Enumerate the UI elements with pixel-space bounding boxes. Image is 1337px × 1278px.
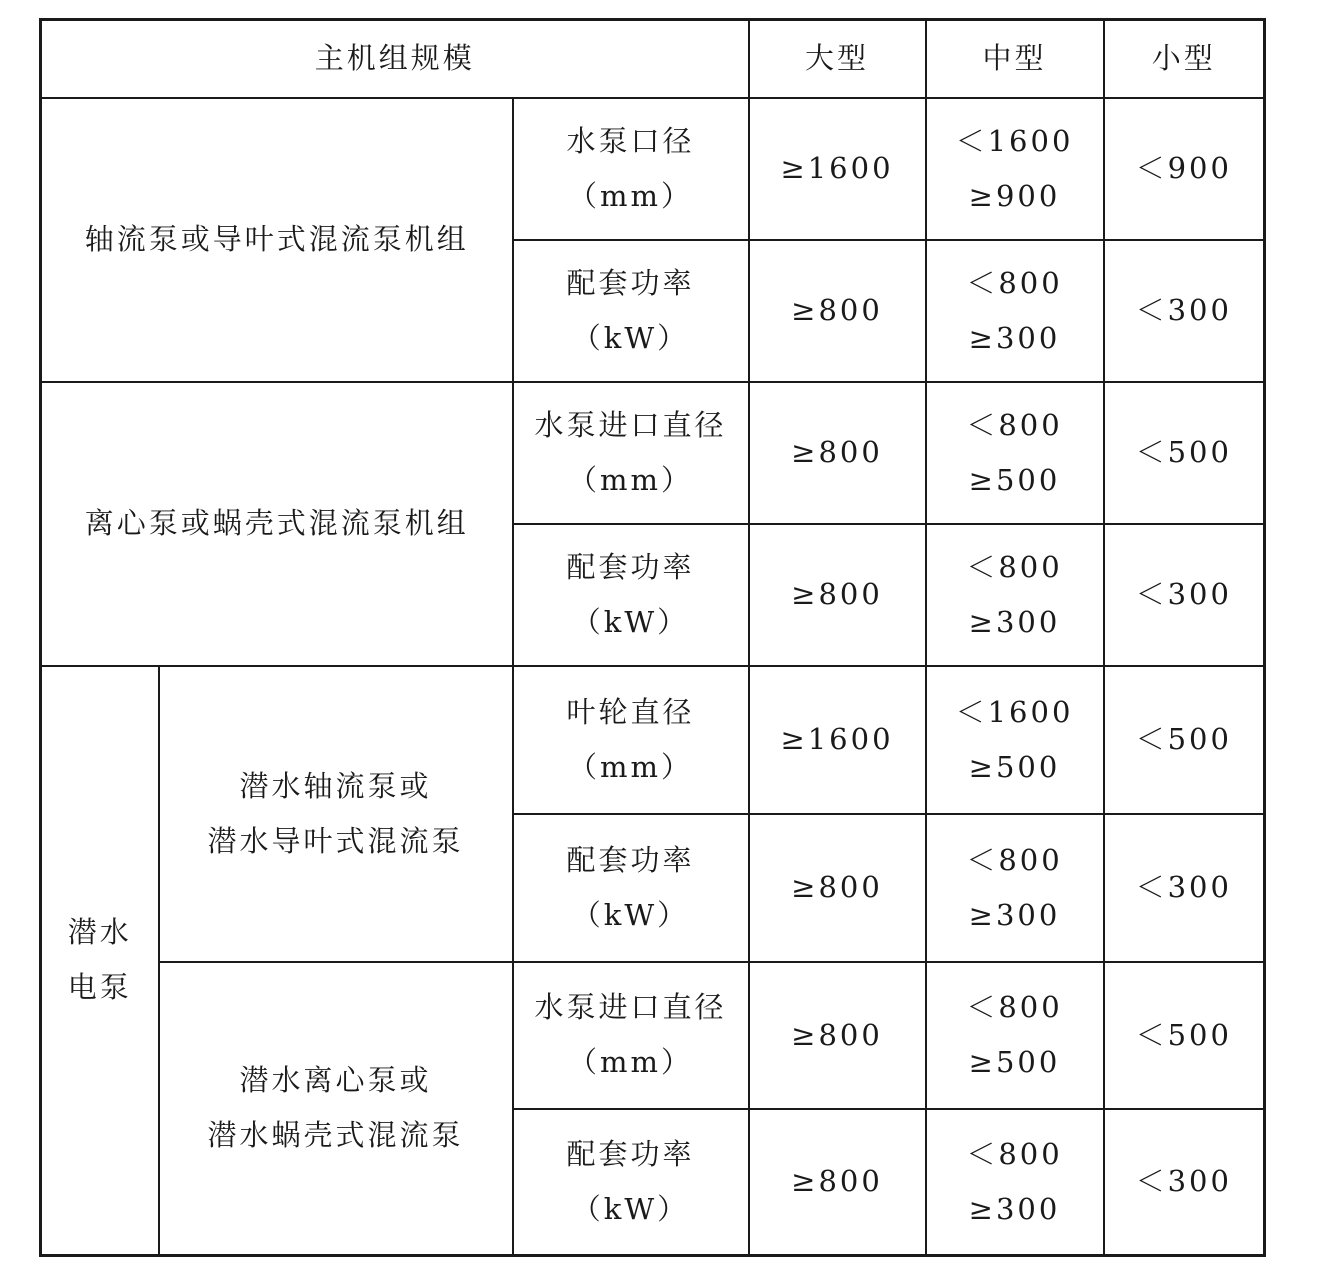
table-row: [41, 382, 1265, 524]
header-large-label: 大型: [804, 41, 869, 76]
medium-lower-bound: ≥300: [968, 320, 1061, 355]
param-cell: [513, 98, 749, 240]
param-unit: （mm）: [568, 178, 693, 213]
medium-value-cell: [926, 1109, 1104, 1256]
medium-upper-bound: ＜800: [966, 549, 1063, 584]
param-unit: （kW）: [571, 897, 690, 932]
subgroup-name-line1: 潜水轴流泵或: [239, 768, 432, 803]
param-name: 叶轮直径: [566, 694, 695, 729]
medium-value-cell: [926, 962, 1104, 1109]
header-medium-cell: [926, 20, 1104, 98]
table-row: [41, 962, 1265, 1109]
param-cell: [513, 814, 749, 962]
small-value: ＜900: [1104, 98, 1265, 240]
medium-lower-bound: ≥500: [968, 749, 1061, 784]
pump-unit-scale-table: [39, 18, 1266, 1257]
header-row: [41, 20, 1265, 98]
submersible-label-cell: [41, 666, 159, 1256]
table-row: [41, 98, 1265, 240]
medium-value-cell: [926, 240, 1104, 382]
medium-value-cell: [926, 98, 1104, 240]
submersible-label-line2: 电泵: [67, 970, 132, 1005]
subgroup-name-line2: 潜水蜗壳式混流泵: [207, 1118, 464, 1153]
medium-value-cell: [926, 666, 1104, 814]
subgroup-name-line1: 潜水离心泵或: [239, 1063, 432, 1098]
medium-upper-bound: ＜800: [966, 407, 1063, 442]
small-value: ＜500: [1104, 382, 1265, 524]
medium-value-cell: [926, 814, 1104, 962]
subgroup-name-cell: [159, 962, 513, 1256]
param-name: 配套功率: [566, 265, 695, 300]
large-value: ≥1600: [749, 666, 926, 814]
large-value: ≥800: [749, 814, 926, 962]
param-unit: （mm）: [568, 462, 693, 497]
small-value: ＜500: [1104, 962, 1265, 1109]
large-value: ≥800: [749, 240, 926, 382]
param-cell: [513, 240, 749, 382]
medium-lower-bound: ≥500: [968, 1045, 1061, 1079]
header-small-cell: [1104, 20, 1265, 98]
medium-upper-bound: ＜800: [966, 265, 1063, 300]
header-small-label: 小型: [1151, 41, 1216, 76]
large-value: ≥800: [749, 524, 926, 666]
param-name: 水泵口径: [566, 123, 695, 158]
subgroup-name-line2: 潜水导叶式混流泵: [207, 823, 464, 858]
table-row: [41, 666, 1265, 814]
submersible-label-line1: 潜水: [67, 915, 132, 950]
param-name: 水泵进口直径: [534, 990, 727, 1024]
param-cell: [513, 962, 749, 1109]
group-name-cell: [41, 98, 513, 382]
medium-upper-bound: ＜800: [966, 1136, 1063, 1171]
medium-upper-bound: ＜1600: [955, 694, 1074, 729]
small-value: ＜300: [1104, 524, 1265, 666]
small-value: ＜300: [1104, 814, 1265, 962]
medium-upper-bound: ＜800: [966, 990, 1063, 1024]
group-name-cell: [41, 382, 513, 666]
param-unit: （mm）: [568, 749, 693, 784]
large-value: ≥800: [749, 382, 926, 524]
large-value: ≥1600: [749, 98, 926, 240]
param-name: 配套功率: [566, 549, 695, 584]
header-medium-label: 中型: [982, 41, 1047, 76]
medium-lower-bound: ≥300: [968, 1191, 1061, 1226]
param-unit: （mm）: [568, 1045, 693, 1079]
group-name: 离心泵或蜗壳式混流泵机组: [84, 506, 469, 540]
param-unit: （kW）: [571, 1191, 690, 1226]
medium-value-cell: [926, 524, 1104, 666]
param-cell: [513, 524, 749, 666]
header-scale-cell: [41, 20, 749, 98]
medium-lower-bound: ≥300: [968, 897, 1061, 932]
group-name: 轴流泵或导叶式混流泵机组: [84, 222, 469, 256]
large-value: ≥800: [749, 962, 926, 1109]
param-cell: [513, 666, 749, 814]
header-large-cell: [749, 20, 926, 98]
small-value: ＜300: [1104, 240, 1265, 382]
medium-upper-bound: ＜800: [966, 842, 1063, 877]
header-scale-label: 主机组规模: [314, 41, 475, 76]
param-unit: （kW）: [571, 604, 690, 639]
medium-value-cell: [926, 382, 1104, 524]
medium-upper-bound: ＜1600: [955, 123, 1074, 158]
param-unit: （kW）: [571, 320, 690, 355]
param-name: 配套功率: [566, 842, 695, 877]
medium-lower-bound: ≥900: [968, 178, 1061, 213]
param-name: 水泵进口直径: [534, 407, 727, 442]
param-cell: [513, 1109, 749, 1256]
small-value: ＜500: [1104, 666, 1265, 814]
medium-lower-bound: ≥300: [968, 604, 1061, 639]
param-name: 配套功率: [566, 1136, 695, 1171]
large-value: ≥800: [749, 1109, 926, 1256]
small-value: ＜300: [1104, 1109, 1265, 1256]
medium-lower-bound: ≥500: [968, 462, 1061, 497]
param-cell: [513, 382, 749, 524]
subgroup-name-cell: [159, 666, 513, 962]
